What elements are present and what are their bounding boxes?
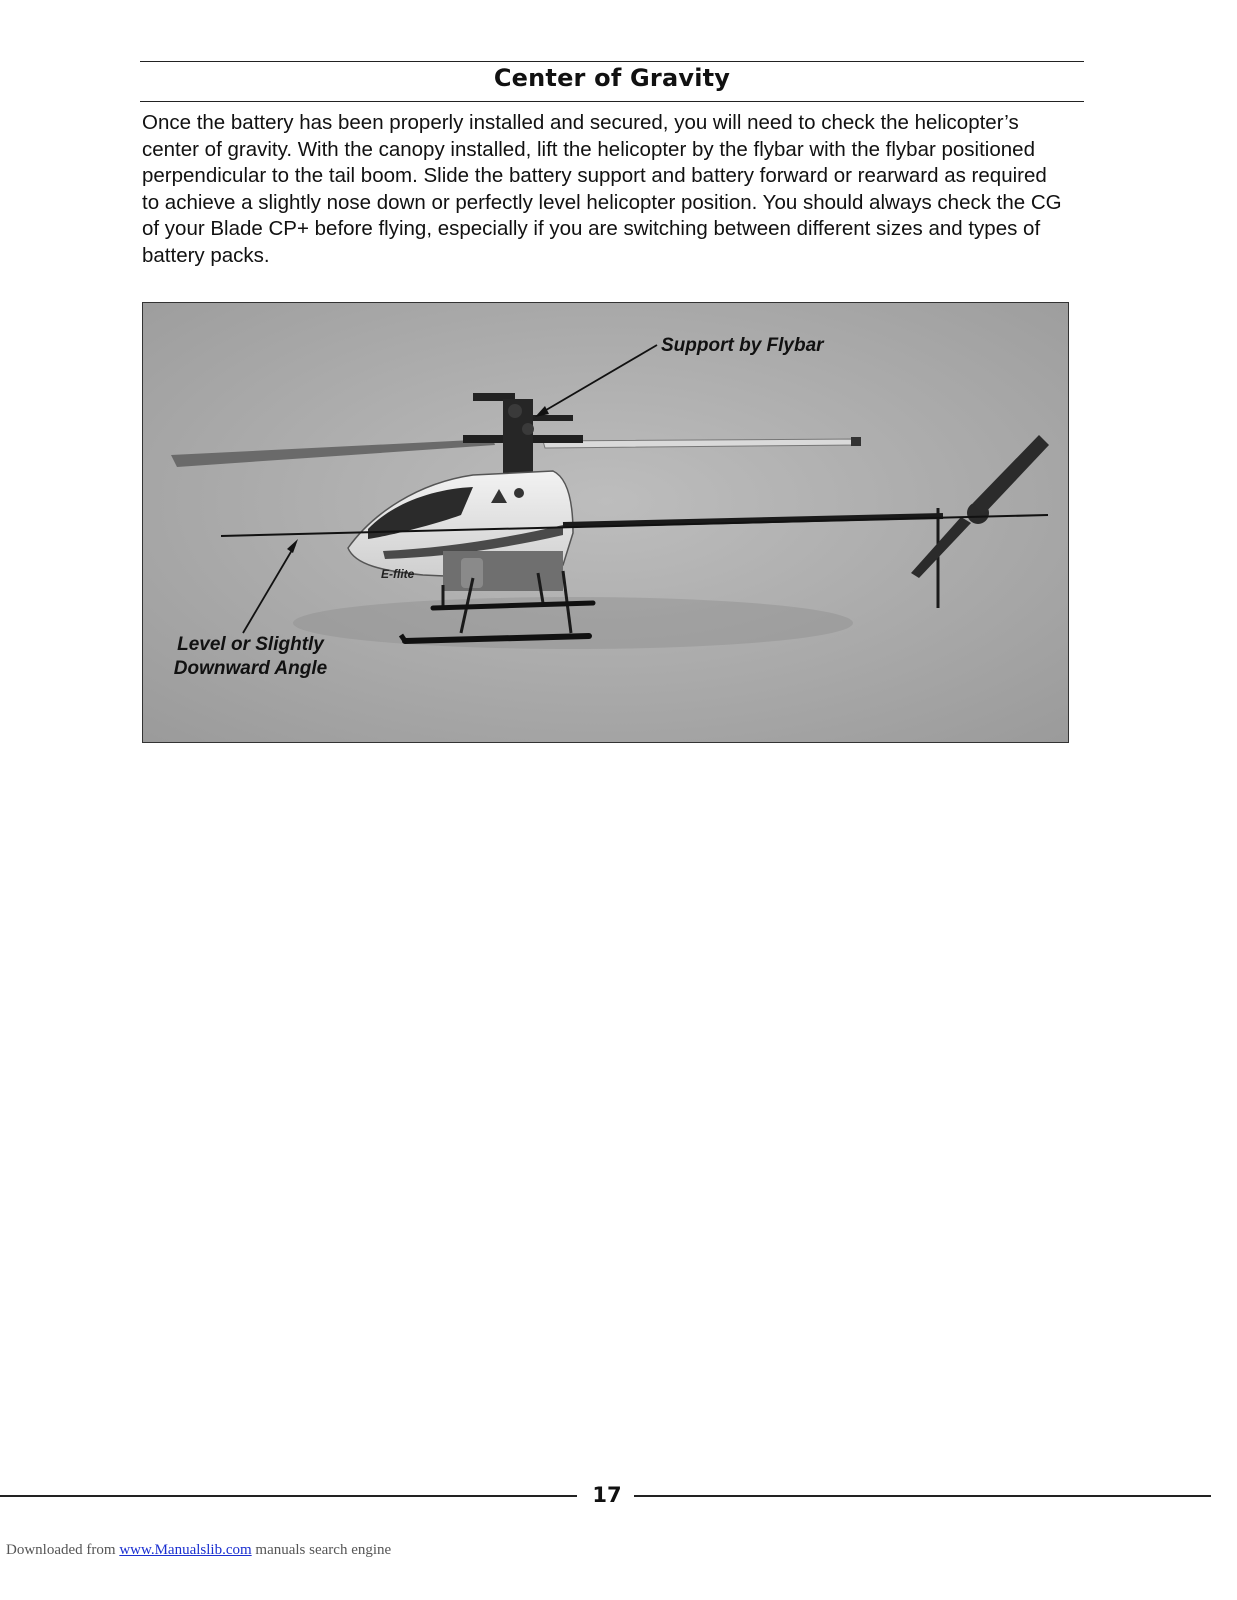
- manualslib-link[interactable]: www.Manualslib.com: [119, 1542, 252, 1558]
- callout-line: Downward Angle: [173, 658, 328, 679]
- section-title: Center of Gravity: [493, 64, 731, 92]
- title-bottom-rule: [140, 101, 1084, 102]
- flybar-callout: Support by Flybar: [661, 335, 824, 356]
- instruction-paragraph: [142, 110, 1087, 270]
- paragraph-line: to achieve a slightly nose down or perfectly level helicopter position. You should always check the CG: [142, 190, 1062, 214]
- level-angle-callout: [163, 633, 338, 681]
- paragraph-line: Once the battery has been properly installed and secured, you will need to check the helicopter’s: [142, 111, 1019, 134]
- footer-left-rule: [0, 1495, 577, 1497]
- paragraph-line: perpendicular to the tail boom. Slide the battery support and battery forward or rearward as required: [142, 164, 1047, 188]
- paragraph-line: battery packs.: [142, 243, 270, 267]
- footer-right-rule: [634, 1495, 1211, 1497]
- callout-line: Level or Slightly: [177, 634, 324, 655]
- paragraph-line: center of gravity. With the canopy installed, lift the helicopter by the flybar with the flybar positioned: [142, 137, 1035, 161]
- helicopter-photo: [142, 302, 1069, 743]
- title-top-rule: [140, 61, 1084, 62]
- download-footer: [6, 1542, 391, 1559]
- page-number: 17: [592, 1483, 622, 1507]
- paragraph-line: of your Blade CP+ before flying, especially if you are switching between different sizes and types of: [142, 217, 1041, 241]
- footer-suffix: manuals search engine: [251, 1542, 392, 1558]
- canopy-logo: E-flite: [381, 567, 415, 581]
- footer-prefix: Downloaded from: [6, 1542, 120, 1558]
